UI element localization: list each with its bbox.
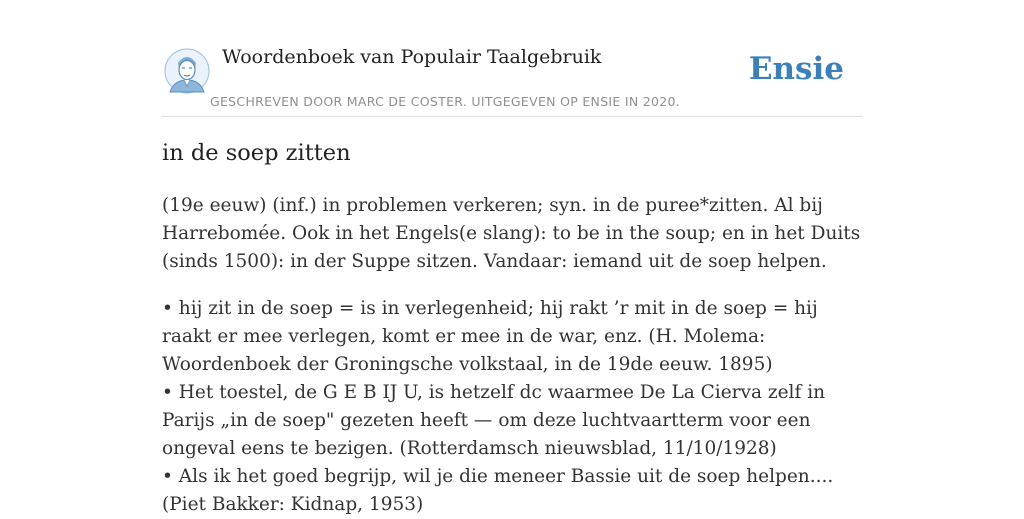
entry-term: in de soep zitten	[162, 140, 351, 166]
book-title[interactable]: Woordenboek van Populair Taalgebruik	[222, 46, 602, 68]
citation-item: • Het toestel, de G E B IJ U, is hetzelf dc waarmee De La Cierva zelf in Parijs „in de soep" gezeten heeft — om deze luchtvaartterm voor een ongeval eens te bezigen. (Rotterdamsch nieuwsblad, 11/10/1928)	[162, 382, 826, 459]
citation-item: • Als ik het goed begrijp, wil je die meneer Bassie uit de soep helpen.... (Piet Bakker: Kidnap, 1953)	[162, 466, 834, 515]
citation-item: • hij zit in de soep = is in verlegenheid; hij rakt ’r mit in de soep = hij raakt er mee verlegen, komt er mee in de war, enz. (H. Molema: Woordenboek der Groningsche volkstaal, in de 19de eeuw. 1895)	[162, 298, 818, 375]
entry-definition: (19e eeuw) (inf.) in problemen verkeren; syn. in de puree*zitten. Al bij Harrebomée. Ook in het Engels(e slang): to be in the soup; en in het Duits (sinds 1500): in der Suppe sitzen. Vandaar: iemand uit de soep helpen.	[162, 195, 861, 272]
site-header	[162, 40, 862, 117]
author-portrait-icon[interactable]	[164, 46, 210, 96]
citation-list	[162, 295, 868, 519]
author-byline: GESCHREVEN DOOR MARC DE COSTER. UITGEGEVEN OP ENSIE IN 2020.	[210, 94, 681, 109]
ensie-logo[interactable]: Ensie	[748, 51, 844, 87]
